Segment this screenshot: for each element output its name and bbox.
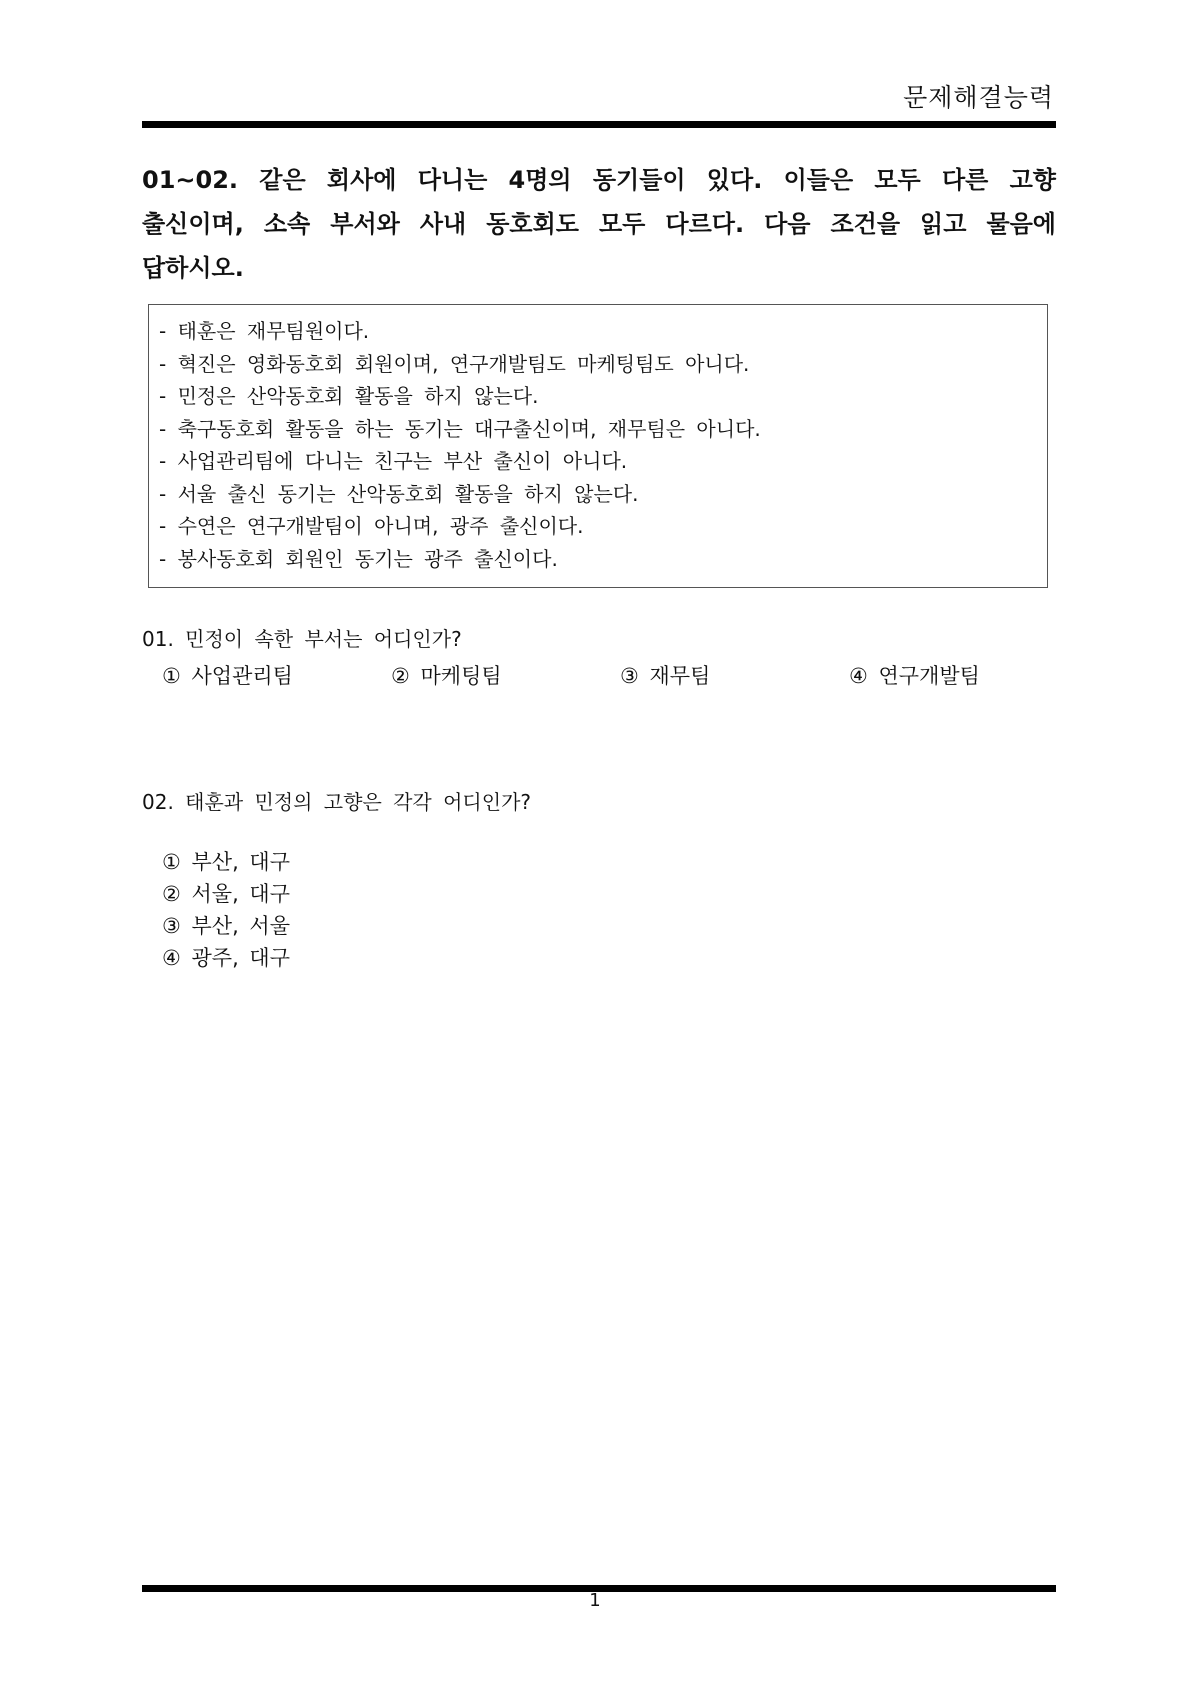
condition-item: - 민정은 산악동호회 활동을 하지 않는다. bbox=[159, 384, 539, 408]
condition-item: - 혁진은 영화동호회 회원이며, 연구개발팀도 마케팅팀도 아니다. bbox=[159, 351, 750, 376]
question-2-choice-3: ③ 부산, 서울 bbox=[162, 914, 290, 938]
question-1-text: 01. 민정이 속한 부서는 어디인가? bbox=[142, 627, 462, 651]
question-2-choice-1: ① 부산, 대구 bbox=[162, 850, 290, 874]
header-rule bbox=[142, 121, 1056, 128]
header-title: 문제해결능력 bbox=[903, 83, 1054, 112]
condition-item: - 수연은 연구개발팀이 아니며, 광주 출신이다. bbox=[159, 514, 584, 538]
question-2-text: 02. 태훈과 민정의 고향은 각각 어디인가? bbox=[142, 790, 532, 814]
question-2-choices bbox=[162, 846, 290, 974]
question-2-choice-2: ② 서울, 대구 bbox=[162, 882, 290, 906]
condition-item: - 봉사동호회 회원인 동기는 광주 출신이다. bbox=[159, 546, 558, 571]
conditions-box bbox=[148, 304, 1048, 588]
condition-item: - 축구동호회 활동을 하는 동기는 대구출신이며, 재무팀은 아니다. bbox=[159, 416, 761, 441]
condition-item: - 서울 출신 동기는 산악동호회 활동을 하지 않는다. bbox=[159, 481, 639, 506]
page-number: 1 bbox=[589, 1590, 601, 1611]
question-1-choice-2: ② 마케팅팀 bbox=[391, 664, 502, 688]
question-2-choice-4: ④ 광주, 대구 bbox=[162, 946, 290, 970]
condition-item: - 태훈은 재무팀원이다. bbox=[159, 319, 370, 343]
question-intro: 01~02. 같은 회사에 다니는 4명의 동기들이 있다. 이들은 모두 다른 고향 출신이며, 소속 부서와 사내 동호회도 모두 다르다. 다음 조건을 읽고 물음에 답하시오. bbox=[142, 166, 1056, 282]
question-1-choice-3: ③ 재무팀 bbox=[620, 664, 711, 688]
condition-item: - 사업관리팀에 다니는 친구는 부산 출신이 아니다. bbox=[159, 449, 628, 473]
question-1-choice-4: ④ 연구개발팀 bbox=[849, 664, 980, 688]
question-1-choice-1: ① 사업관리팀 bbox=[162, 664, 293, 688]
